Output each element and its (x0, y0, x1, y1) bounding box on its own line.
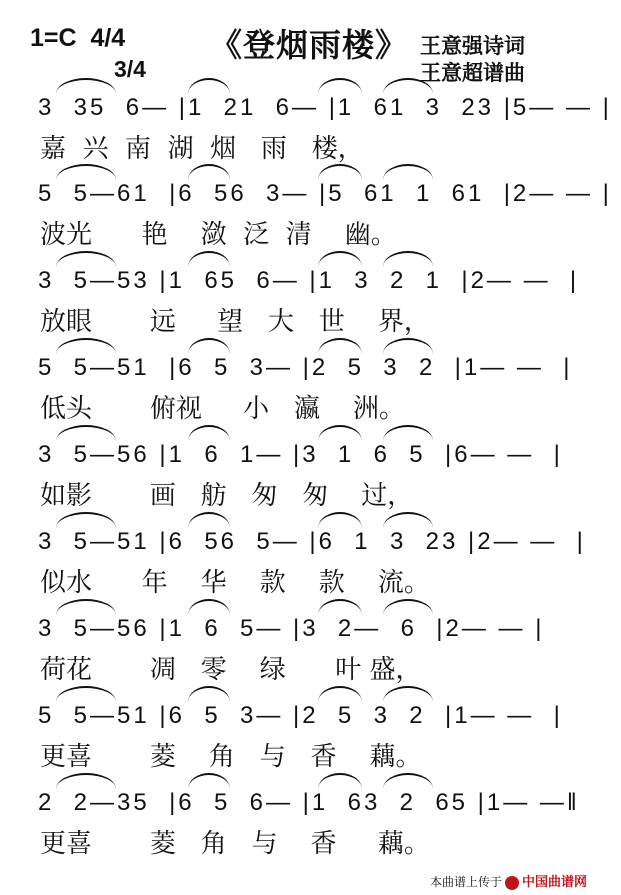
slur-mark (188, 599, 230, 615)
lyric-line: 更喜 菱 角 与 香 藕。 (40, 742, 422, 772)
lyric-line: 波光 艳 潋 泛 清 幽。 (40, 220, 397, 250)
slur-mark (383, 773, 433, 789)
slur-mark (318, 599, 362, 615)
score-row (38, 773, 598, 857)
slur-mark (188, 425, 230, 441)
score-row (38, 599, 598, 683)
notation-line: 3 5—51 |6 56 5— |6 1 3 23 |2— — | (38, 528, 586, 555)
slur-mark (56, 599, 116, 615)
slur-mark (318, 773, 362, 789)
key-meter: 1=C 4/4 (30, 24, 126, 52)
score-row (38, 164, 612, 250)
slur-mark (188, 164, 230, 180)
composer-credit: 王意超谱曲 (420, 60, 525, 85)
lyric-line: 荷花 凋 零 绿 叶 盛， (40, 655, 422, 685)
lyric-line: 嘉 兴 南 湖 烟 雨 楼， (40, 134, 364, 164)
slur-mark (318, 164, 362, 180)
slur-mark (318, 686, 362, 702)
slur-mark (188, 512, 230, 528)
meter-alt: 3/4 (114, 56, 146, 82)
slur-mark (383, 599, 433, 615)
slur-mark (56, 338, 116, 354)
slur-mark (383, 164, 433, 180)
lyric-line: 似水 年 华 款 款 流。 (40, 568, 430, 598)
score-row (38, 425, 598, 509)
slur-mark (318, 78, 362, 94)
notation-line: 3 5—56 |1 6 1— |3 1 6 5 |6— — | (38, 441, 563, 468)
slur-mark (318, 251, 362, 267)
score-row (38, 251, 598, 335)
song-title: 《登烟雨楼》 (210, 26, 409, 64)
slur-mark (56, 686, 116, 702)
lyric-line: 如影 画 舫 匆 匆 过， (40, 481, 414, 511)
slur-mark (56, 773, 116, 789)
slur-mark (56, 78, 116, 94)
notation-line: 3 35 6— |1 21 6— |1 61 3 23 |5— — | (38, 94, 612, 121)
slur-mark (188, 78, 230, 94)
notation-line: 5 5—61 |6 56 3— |5 61 1 61 |2— — | (38, 180, 612, 207)
lyric-line: 放眼 远 望 大 世 界， (40, 307, 430, 337)
lyricist-credit: 王意强诗词 (420, 33, 525, 58)
lyric-line: 更喜 菱 角 与 香 藕。 (40, 829, 430, 859)
slur-mark (383, 251, 433, 267)
score-row (38, 686, 598, 770)
footer-credit (430, 871, 587, 890)
slur-mark (56, 512, 116, 528)
score-row (38, 338, 598, 422)
notation-line: 3 5—56 |1 6 5— |3 2— 6 |2— — | (38, 615, 545, 642)
slur-mark (383, 512, 433, 528)
slur-mark (318, 512, 362, 528)
slur-mark (383, 686, 433, 702)
score-row (38, 78, 612, 164)
slur-mark (318, 338, 362, 354)
slur-mark (188, 251, 230, 267)
site-logo-icon (505, 876, 519, 890)
slur-mark (383, 425, 433, 441)
notation-line: 3 5—53 |1 65 6— |1 3 2 1 |2— — | (38, 267, 580, 294)
lyric-line: 低头 俯视 小 瀛 洲。 (40, 394, 406, 424)
slur-mark (188, 773, 230, 789)
score-row (38, 512, 598, 596)
slur-mark (188, 338, 230, 354)
notation-line: 5 5—51 |6 5 3— |2 5 3 2 |1— — | (38, 354, 573, 381)
footer-site-link[interactable]: 中国曲谱网 (522, 875, 588, 890)
footer-prefix: 本曲谱上传于 (430, 875, 503, 889)
slur-mark (56, 425, 116, 441)
slur-mark (188, 686, 230, 702)
slur-mark (56, 164, 116, 180)
slur-mark (383, 338, 433, 354)
slur-mark (383, 78, 433, 94)
slur-mark (56, 251, 116, 267)
slur-mark (318, 425, 362, 441)
notation-line: 2 2—35 |6 5 6— |1 63 2 65 |1— —‖ (38, 789, 580, 816)
notation-line: 5 5—51 |6 5 3— |2 5 3 2 |1— — | (38, 702, 563, 729)
